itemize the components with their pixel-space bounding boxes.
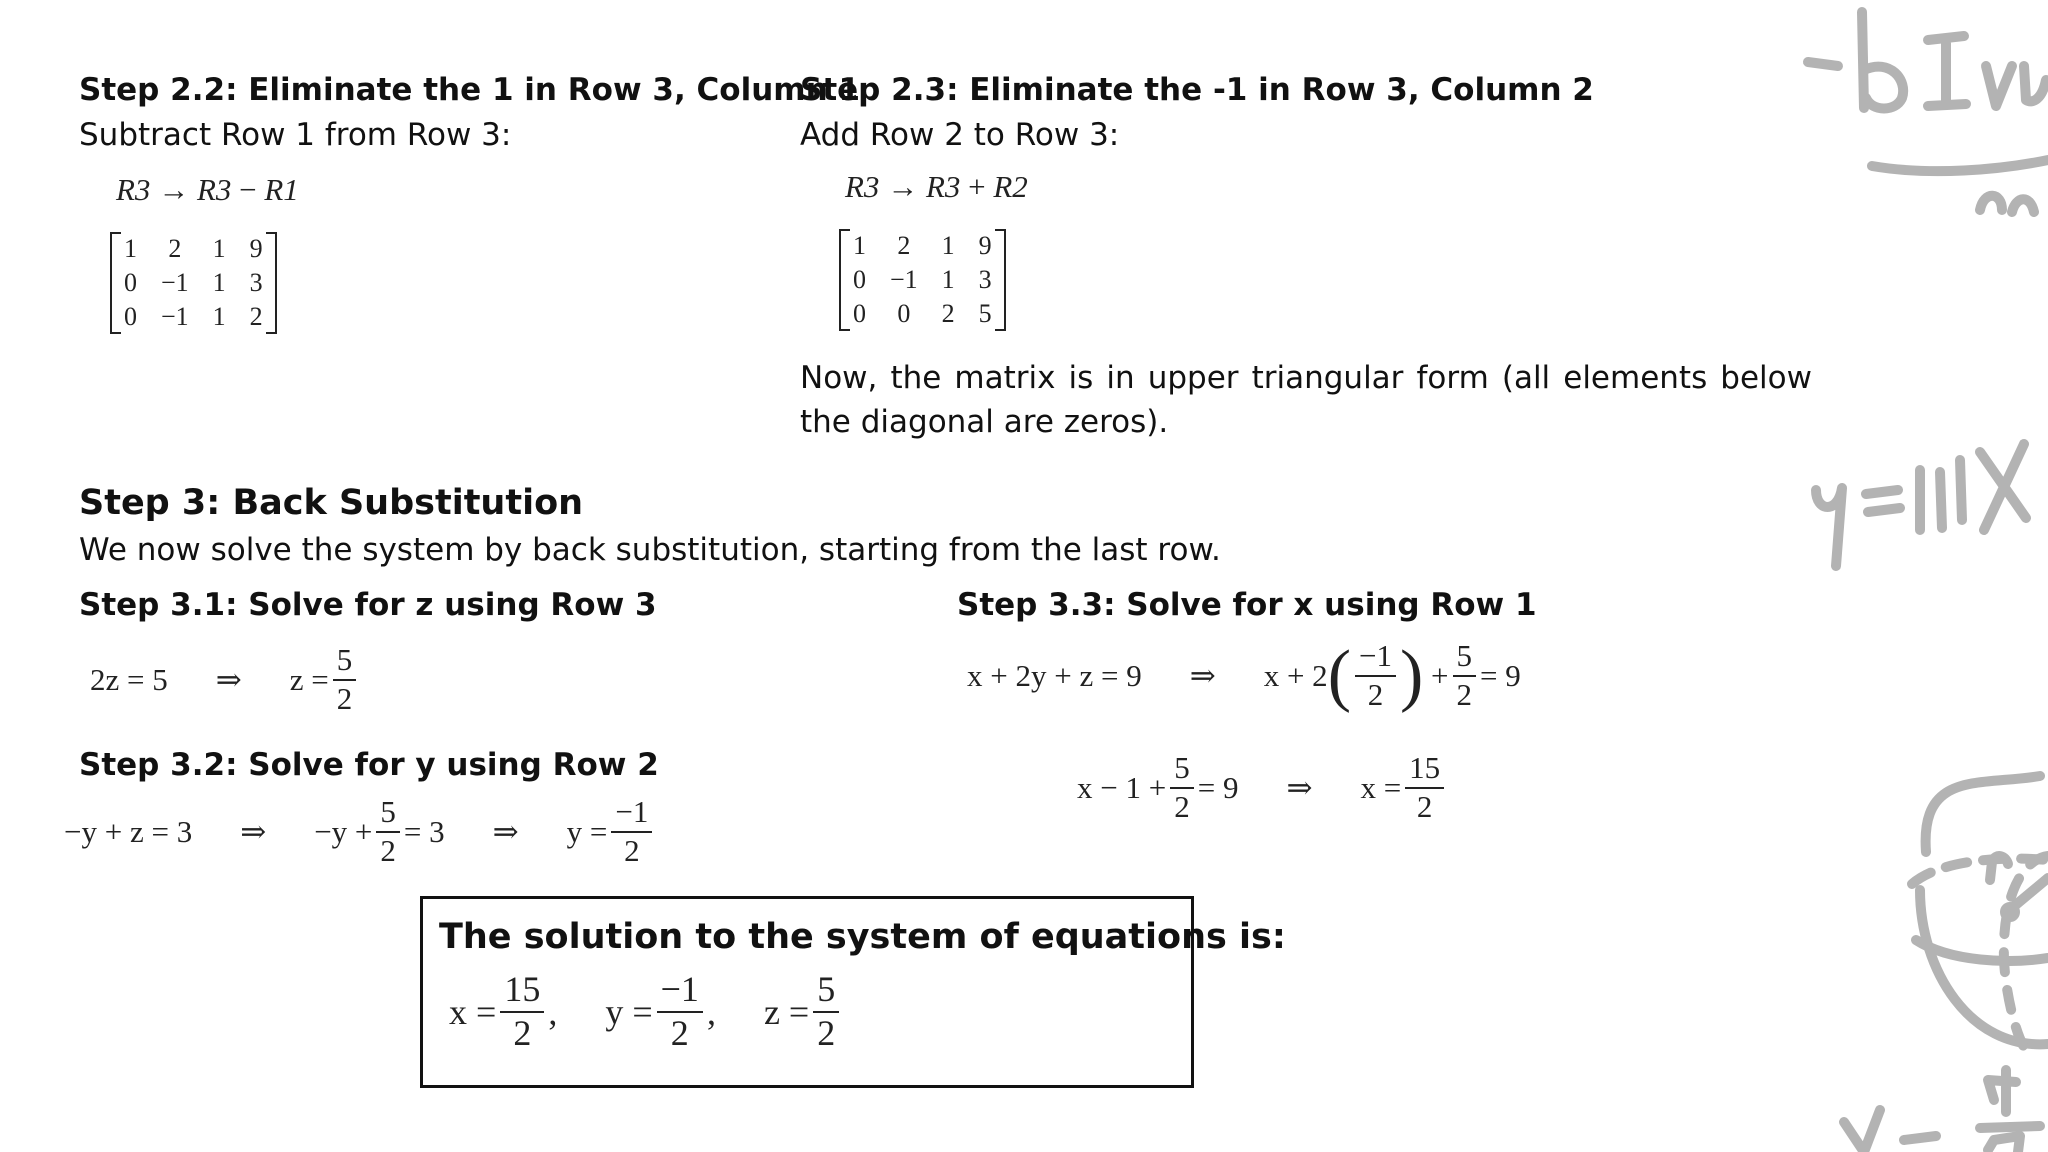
sketch-stroke [1844,1110,1880,1152]
comma: , [706,991,716,1032]
implies-symbol: ⇒ [492,813,519,849]
step-3-2-title: Step 3.2: Solve for y using Row 2 [79,747,659,783]
fraction [657,971,703,1053]
solution-values [449,971,843,1053]
sketch-stroke [2024,66,2046,101]
op-sign: − [239,172,257,207]
sketch-stroke [1808,62,1838,66]
op-arrow: → [887,169,919,204]
sketch-stroke [1988,1070,2016,1112]
fraction [611,796,652,867]
step-2-3-text: Add Row 2 to Row 3: [800,117,1120,153]
matrix-cell: 1 [124,234,137,263]
fraction [1170,752,1194,823]
sketch-stroke [1872,160,2048,171]
paren-right: ) [1399,636,1424,714]
plus-sign: + [1431,657,1449,693]
matrix-cell: 3 [978,265,992,294]
numerator: −1 [1355,640,1396,677]
implies-symbol: ⇒ [1286,769,1313,805]
denominator: 2 [1456,676,1473,712]
sketch-stroke [1926,776,2040,852]
matrix-cell: 2 [941,299,955,328]
step-3-1-equation [90,644,360,715]
denominator: 2 [380,832,396,868]
decorative-sketch [1780,0,2048,1152]
step-3-1-title: Step 3.1: Solve for z using Row 3 [79,587,657,623]
sketch-stroke [1866,490,1900,512]
step-3-3-title: Step 3.3: Solve for x using Row 1 [957,587,1537,623]
step-3-title: Step 3: Back Substitution [79,483,584,523]
matrix-row [841,229,1004,263]
op-arrow: → [158,172,190,207]
mid-pre: x + 2 [1263,657,1328,693]
matrix-cell: 0 [853,265,866,294]
sketch-stroke [1904,1136,1936,1140]
matrix-row [841,297,1004,331]
step-3-3-equation [967,636,1521,714]
fraction [376,796,400,867]
matrix-cell: 0 [853,299,866,328]
paren-left: ( [1327,636,1351,714]
step-3-text: We now solve the system by back substitution, starting from the last row. [79,532,1221,568]
denominator: 2 [624,832,640,868]
numerator: 5 [376,796,400,833]
eq-left: x + 2y + z = 9 [967,657,1142,693]
sketch-stroke [1980,444,2026,530]
solution-box [420,896,1286,1088]
implies-symbol: ⇒ [1189,657,1216,693]
denominator: 2 [1367,676,1384,712]
op-lhs: R3 [116,172,151,207]
step-2-2-operation [116,172,299,208]
implies-symbol: ⇒ [215,661,242,697]
mid-post: = 9 [1480,657,1521,693]
denominator: 2 [670,1012,689,1053]
sketch-stroke [1864,67,1903,109]
fraction [500,971,544,1053]
sketch-stroke [1980,196,2034,212]
solution-x-var: x = [449,991,497,1032]
matrix-cell: 9 [249,234,263,263]
sketch-stroke [1920,890,2048,1044]
step-3-3-equation-line2 [1077,752,1448,823]
line2-post: = 9 [1197,769,1239,805]
op-b: R1 [264,172,299,207]
denominator: 2 [513,1012,532,1053]
result-var: z = [289,661,329,697]
matrix-row [841,263,1004,297]
denominator: 2 [1416,788,1433,824]
matrix-cell: 0 [124,302,137,331]
numerator: 5 [1453,640,1477,677]
matrix-cell: 1 [212,268,226,297]
fraction [1405,752,1444,823]
denominator: 2 [1174,788,1190,824]
op-sign: + [968,169,986,204]
denominator: 2 [817,1012,836,1053]
step-2-3-title: Step 2.3: Eliminate the -1 in Row 3, Column 2 [800,72,1594,108]
matrix-bracket-left [839,229,850,331]
result-var: x = [1360,769,1402,805]
fraction [333,644,357,715]
fraction [1355,640,1396,711]
numerator: 5 [1170,752,1194,789]
matrix-cell: 1 [212,302,226,331]
line2-pre: x − 1 + [1077,769,1167,805]
matrix-bracket-right [995,229,1006,331]
op-lhs: R3 [845,169,880,204]
denominator: 2 [336,680,353,716]
numerator: 5 [333,644,357,681]
matrix-step-2-2 [112,232,275,334]
mid-pre: −y + [314,813,373,849]
op-a: R3 [925,169,961,204]
fraction [1453,640,1477,711]
sketch-stroke [1990,856,2008,880]
matrix-cell: 1 [212,234,226,263]
matrix-row [112,266,275,300]
step-2-2-title: Step 2.2: Eliminate the 1 in Row 3, Column 1 [79,72,861,108]
op-b: R2 [993,169,1028,204]
solution-title: The solution to the system of equations is: [439,917,1286,957]
fraction [813,971,839,1053]
matrix-cell: 1 [853,231,866,260]
matrix-cell: 2 [249,302,263,331]
matrix-bracket-right [266,232,277,334]
upper-triangular-note: Now, the matrix is in upper triangular form (all elements below the diagonal are zeros). [800,360,1812,440]
step-2-3-operation [845,169,1028,205]
numerator: −1 [611,796,652,833]
matrix-cell: −1 [161,302,189,331]
sketch-stroke [1920,460,1962,530]
matrix-cell: 1 [941,265,955,294]
matrix-cell: 0 [897,299,911,328]
matrix-cell: 0 [124,268,137,297]
solution-y-var: y = [605,991,653,1032]
step-3-2-equation [64,796,656,867]
sketch-stroke [1928,36,1966,106]
matrix-cell: 1 [941,231,955,260]
matrix-row [112,300,275,334]
matrix-cell: 5 [978,299,992,328]
comma: , [548,991,558,1032]
eq-left: −y + z = 3 [64,813,193,849]
sketch-stroke [1986,66,2012,106]
numerator: −1 [657,971,703,1013]
numerator: 5 [813,971,839,1013]
matrix-bracket-left [110,232,121,334]
eq-left: 2z = 5 [90,661,168,697]
mid-post: = 3 [403,813,445,849]
matrix-cell: 9 [978,231,992,260]
matrix-cell: 3 [249,268,263,297]
implies-symbol: ⇒ [240,813,267,849]
matrix-cell: 2 [168,234,182,263]
step-2-2-text: Subtract Row 1 from Row 3: [79,117,512,153]
sketch-stroke [1988,1136,2020,1152]
sketch-stroke [1816,488,1842,566]
op-a: R3 [196,172,232,207]
sketch-stroke [1980,1126,2040,1128]
solution-z-var: z = [763,991,810,1032]
numerator: 15 [500,971,544,1013]
matrix-step-2-3 [841,229,1004,331]
matrix-cell: −1 [161,268,189,297]
matrix-row [112,232,275,266]
matrix-cell: −1 [890,265,918,294]
numerator: 15 [1405,752,1444,789]
result-var: y = [566,813,608,849]
matrix-cell: 2 [897,231,911,260]
